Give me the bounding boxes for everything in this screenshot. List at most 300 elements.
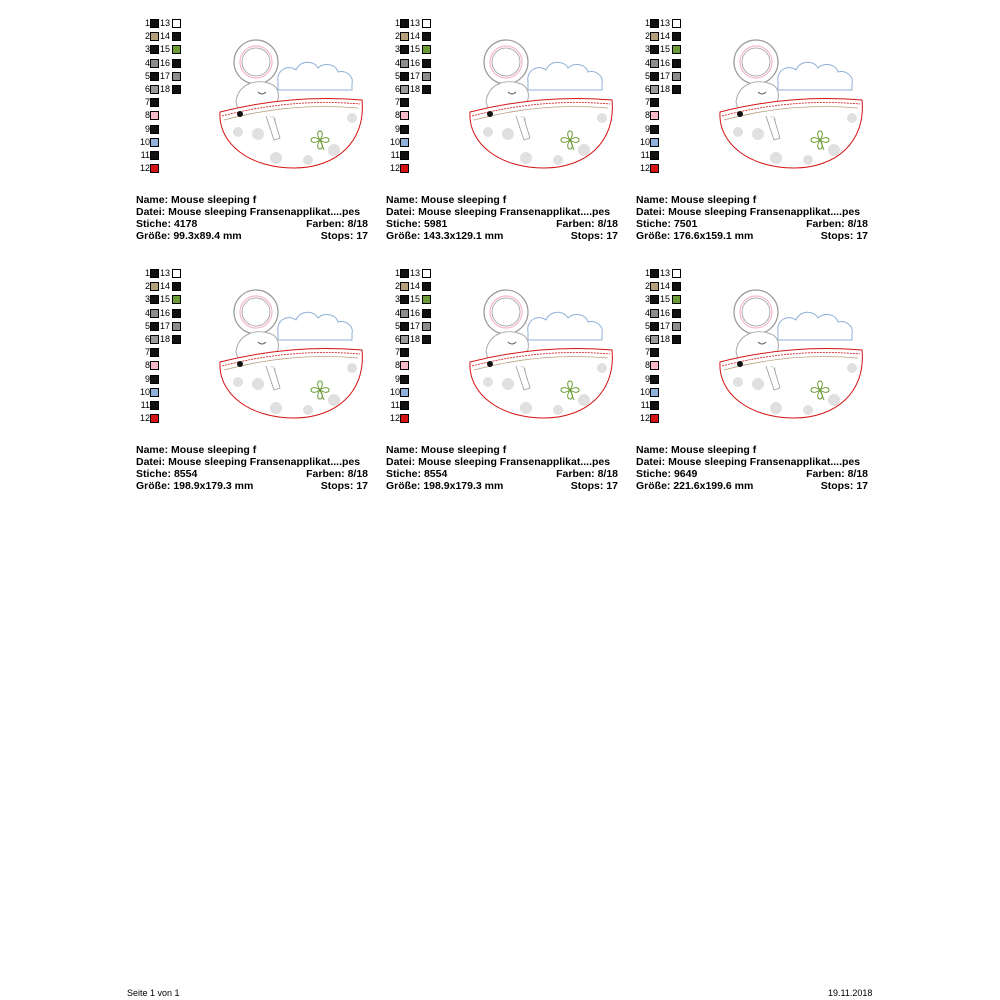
design-info xyxy=(636,444,868,492)
palette-row xyxy=(136,84,181,95)
palette-row xyxy=(136,347,159,358)
basket-dot xyxy=(578,144,590,156)
color-number: 18 xyxy=(410,334,421,344)
design-size: 143.3x129.1 mm xyxy=(423,230,504,242)
design-size: 198.9x179.3 mm xyxy=(423,480,504,492)
basket-dot xyxy=(770,152,782,164)
size-line xyxy=(386,230,618,242)
colors-label: Farben: xyxy=(306,218,345,230)
color-number: 2 xyxy=(644,281,650,292)
color-number: 15 xyxy=(410,294,421,305)
palette-row xyxy=(136,124,159,135)
basket-dot xyxy=(847,113,857,123)
color-number: 12 xyxy=(389,163,400,174)
color-number: 1 xyxy=(144,18,150,28)
color-swatch xyxy=(422,335,431,344)
size-label: Größe: xyxy=(636,480,671,492)
name-label: Name: xyxy=(386,194,419,206)
palette-row xyxy=(136,137,159,148)
color-swatch xyxy=(150,32,159,41)
color-swatch xyxy=(650,19,659,28)
color-number: 10 xyxy=(389,386,400,397)
color-swatch xyxy=(400,85,409,94)
file-line xyxy=(136,206,368,218)
color-swatch xyxy=(672,269,681,278)
file-label: Datei: xyxy=(136,456,166,468)
design-info xyxy=(136,194,368,242)
palette-row xyxy=(636,347,659,358)
color-number: 3 xyxy=(144,44,150,55)
color-number: 15 xyxy=(410,44,421,55)
color-swatch xyxy=(172,282,181,291)
design-size: 198.9x179.3 mm xyxy=(173,480,254,492)
basket-dot xyxy=(847,363,857,373)
palette-row xyxy=(636,150,659,161)
palette-row xyxy=(636,110,659,121)
color-number: 12 xyxy=(139,163,150,174)
mouse-sleeping-thumbnail xyxy=(216,282,366,422)
palette-row xyxy=(636,137,659,148)
cloud-shape xyxy=(528,312,603,340)
palette-row xyxy=(136,334,181,345)
color-swatch xyxy=(400,295,409,304)
color-number: 15 xyxy=(660,44,671,55)
basket-dot xyxy=(270,402,282,414)
basket-dot xyxy=(752,128,764,140)
color-number: 3 xyxy=(644,294,650,305)
palette-row xyxy=(386,71,431,82)
design-name: Mouse sleeping f xyxy=(171,194,257,206)
cloud-shape xyxy=(278,62,353,90)
color-number: 18 xyxy=(160,334,171,344)
color-swatch xyxy=(400,19,409,28)
basket-dot xyxy=(328,394,340,406)
color-swatch xyxy=(400,111,409,120)
color-swatch xyxy=(650,269,659,278)
color-count: 8/18 xyxy=(347,218,368,230)
color-number: 5 xyxy=(144,70,150,81)
color-swatch xyxy=(422,322,431,331)
palette-row xyxy=(386,374,409,385)
nose xyxy=(237,111,243,117)
color-swatch xyxy=(400,282,409,291)
file-line xyxy=(636,456,868,468)
color-count: 8/18 xyxy=(847,468,868,480)
ear-inner xyxy=(490,296,522,328)
color-swatch xyxy=(422,59,431,68)
palette-row xyxy=(136,374,159,385)
color-swatch xyxy=(672,335,681,344)
stitches-line xyxy=(386,468,618,480)
color-number: 6 xyxy=(394,334,400,344)
file-label: Datei: xyxy=(136,206,166,218)
color-swatch xyxy=(650,32,659,41)
basket-dot xyxy=(252,128,264,140)
color-swatch xyxy=(650,45,659,54)
palette-row xyxy=(136,31,181,42)
color-number: 14 xyxy=(410,31,421,42)
palette-row xyxy=(136,360,159,371)
design-file: Mouse sleeping Fransenapplikat....pes xyxy=(168,206,361,218)
stops-label: Stops: xyxy=(570,230,604,242)
color-swatch xyxy=(400,59,409,68)
stops-label: Stops: xyxy=(320,480,354,492)
stitches-line xyxy=(386,218,618,230)
color-number: 8 xyxy=(644,360,650,371)
color-swatch xyxy=(172,85,181,94)
stitches-line xyxy=(136,218,368,230)
color-number: 12 xyxy=(139,413,150,424)
stop-count: 17 xyxy=(356,480,368,492)
colors-label: Farben: xyxy=(556,218,595,230)
file-line xyxy=(386,456,618,468)
color-swatch xyxy=(150,98,159,107)
color-number: 6 xyxy=(644,334,650,344)
color-number: 12 xyxy=(389,413,400,424)
color-swatch xyxy=(400,414,409,423)
basket-dot xyxy=(520,152,532,164)
color-number: 10 xyxy=(639,386,650,397)
color-number: 6 xyxy=(144,334,150,344)
color-number: 8 xyxy=(144,110,150,121)
ear-inner xyxy=(740,46,772,78)
size-line xyxy=(386,480,618,492)
color-swatch xyxy=(672,295,681,304)
color-swatch xyxy=(672,19,681,28)
palette-row xyxy=(386,281,431,292)
color-swatch xyxy=(150,111,159,120)
stops-label: Stops: xyxy=(820,480,854,492)
color-number: 3 xyxy=(394,294,400,305)
stitch-count: 9649 xyxy=(673,468,698,480)
color-swatch xyxy=(172,309,181,318)
palette-row xyxy=(386,18,431,29)
color-number: 17 xyxy=(660,320,671,331)
stitches-label: Stiche: xyxy=(636,468,672,480)
design-card xyxy=(136,18,376,258)
palette-row xyxy=(636,374,659,385)
design-file: Mouse sleeping Fransenapplikat....pes xyxy=(418,206,611,218)
color-swatch xyxy=(400,125,409,134)
color-swatch xyxy=(150,335,159,344)
color-swatch xyxy=(650,309,659,318)
stitches-line xyxy=(136,468,368,480)
color-swatch xyxy=(172,269,181,278)
palette-row xyxy=(386,334,431,345)
color-number: 9 xyxy=(144,123,150,134)
palette-row xyxy=(636,44,681,55)
print-date: 19.11.2018 xyxy=(828,988,873,998)
color-number: 1 xyxy=(394,268,400,278)
page-number: Seite 1 von 1 xyxy=(127,988,180,998)
color-number: 10 xyxy=(139,386,150,397)
color-number: 2 xyxy=(644,31,650,42)
color-swatch xyxy=(650,111,659,120)
design-file: Mouse sleeping Fransenapplikat....pes xyxy=(168,456,361,468)
color-number: 9 xyxy=(644,373,650,384)
stitch-count: 5981 xyxy=(423,218,448,230)
color-number: 2 xyxy=(144,31,150,42)
palette-row xyxy=(386,150,409,161)
basket-dot xyxy=(733,127,743,137)
color-number: 7 xyxy=(644,347,650,358)
palette-row xyxy=(136,413,159,424)
color-number: 13 xyxy=(160,18,171,28)
palette-row xyxy=(636,308,681,319)
palette-row xyxy=(136,71,181,82)
color-swatch xyxy=(650,98,659,107)
color-count: 8/18 xyxy=(597,468,618,480)
stops-label: Stops: xyxy=(570,480,604,492)
palette-row xyxy=(386,163,409,174)
color-swatch xyxy=(672,59,681,68)
color-swatch xyxy=(150,282,159,291)
design-name: Mouse sleeping f xyxy=(171,444,257,456)
palette-row xyxy=(636,97,659,108)
color-swatch xyxy=(422,45,431,54)
basket-dot xyxy=(553,405,563,415)
size-label: Größe: xyxy=(386,230,421,242)
color-swatch xyxy=(672,45,681,54)
palette-row xyxy=(636,84,681,95)
basket-dot xyxy=(733,377,743,387)
color-number: 12 xyxy=(639,413,650,424)
color-swatch xyxy=(172,19,181,28)
file-line xyxy=(386,206,618,218)
color-number: 2 xyxy=(394,31,400,42)
color-number: 11 xyxy=(140,400,150,410)
color-number: 13 xyxy=(410,268,421,278)
color-number: 15 xyxy=(160,294,171,305)
design-card xyxy=(136,268,376,508)
color-number: 7 xyxy=(144,97,150,108)
basket-dot xyxy=(347,363,357,373)
color-count: 8/18 xyxy=(597,218,618,230)
color-swatch xyxy=(400,335,409,344)
basket-dot xyxy=(578,394,590,406)
palette-row xyxy=(386,268,431,279)
design-size: 221.6x199.6 mm xyxy=(673,480,754,492)
size-line xyxy=(636,480,868,492)
color-swatch xyxy=(150,45,159,54)
palette-row xyxy=(136,44,181,55)
palette-row xyxy=(636,294,681,305)
name-line xyxy=(636,444,868,456)
design-name: Mouse sleeping f xyxy=(421,444,507,456)
color-swatch xyxy=(650,138,659,147)
color-number: 5 xyxy=(644,70,650,81)
color-swatch xyxy=(650,348,659,357)
palette-row xyxy=(136,400,159,411)
basket-dot xyxy=(347,113,357,123)
color-count: 8/18 xyxy=(347,468,368,480)
color-number: 17 xyxy=(410,70,421,81)
color-number: 7 xyxy=(144,347,150,358)
color-number: 11 xyxy=(640,150,650,160)
color-swatch xyxy=(150,295,159,304)
palette-row xyxy=(386,360,409,371)
palette-row xyxy=(636,268,681,279)
color-number: 11 xyxy=(640,400,650,410)
color-number: 5 xyxy=(144,320,150,331)
cloud-shape xyxy=(278,312,353,340)
palette-row xyxy=(636,58,681,69)
stitch-count: 8554 xyxy=(423,468,448,480)
palette-row xyxy=(136,268,181,279)
palette-row xyxy=(386,294,431,305)
palette-row xyxy=(386,347,409,358)
palette-row xyxy=(136,321,181,332)
stitch-count: 4178 xyxy=(173,218,198,230)
palette-row xyxy=(136,97,159,108)
basket-dot xyxy=(752,378,764,390)
color-number: 11 xyxy=(390,400,400,410)
color-number: 8 xyxy=(144,360,150,371)
mouse-sleeping-thumbnail xyxy=(466,32,616,172)
palette-row xyxy=(136,163,159,174)
color-swatch xyxy=(150,164,159,173)
color-swatch xyxy=(400,361,409,370)
name-label: Name: xyxy=(136,194,169,206)
palette-row xyxy=(386,31,431,42)
design-info xyxy=(386,444,618,492)
color-swatch xyxy=(650,401,659,410)
color-number: 16 xyxy=(660,57,671,68)
color-swatch xyxy=(672,72,681,81)
size-line xyxy=(136,230,368,242)
palette-row xyxy=(636,124,659,135)
color-swatch xyxy=(150,85,159,94)
design-name: Mouse sleeping f xyxy=(671,194,757,206)
name-label: Name: xyxy=(636,444,669,456)
color-swatch xyxy=(150,348,159,357)
color-number: 18 xyxy=(160,84,171,94)
palette-row xyxy=(386,58,431,69)
color-swatch xyxy=(400,309,409,318)
stop-count: 17 xyxy=(606,230,618,242)
color-number: 12 xyxy=(639,163,650,174)
color-number: 14 xyxy=(660,281,671,292)
color-number: 3 xyxy=(394,44,400,55)
color-number: 1 xyxy=(644,18,650,28)
stop-count: 17 xyxy=(856,480,868,492)
color-swatch xyxy=(650,125,659,134)
nose xyxy=(487,361,493,367)
color-number: 8 xyxy=(394,360,400,371)
ear-inner xyxy=(240,296,272,328)
design-info xyxy=(636,194,868,242)
color-number: 7 xyxy=(644,97,650,108)
design-name: Mouse sleeping f xyxy=(671,444,757,456)
palette-row xyxy=(636,18,681,29)
name-line xyxy=(636,194,868,206)
color-swatch xyxy=(650,151,659,160)
color-number: 11 xyxy=(140,150,150,160)
stitches-label: Stiche: xyxy=(136,218,172,230)
nose xyxy=(487,111,493,117)
color-number: 6 xyxy=(644,84,650,94)
color-swatch xyxy=(150,414,159,423)
palette-row xyxy=(636,413,659,424)
color-swatch xyxy=(400,72,409,81)
basket-dot xyxy=(328,144,340,156)
color-number: 10 xyxy=(639,136,650,147)
basket-dot xyxy=(803,155,813,165)
color-swatch xyxy=(172,322,181,331)
color-number: 11 xyxy=(390,150,400,160)
basket-dot xyxy=(233,377,243,387)
color-swatch xyxy=(650,72,659,81)
color-swatch xyxy=(400,98,409,107)
color-number: 9 xyxy=(394,123,400,134)
color-swatch xyxy=(400,269,409,278)
color-number: 16 xyxy=(410,307,421,318)
color-number: 2 xyxy=(144,281,150,292)
basket-dot xyxy=(770,402,782,414)
palette-row xyxy=(136,308,181,319)
color-swatch xyxy=(172,32,181,41)
color-swatch xyxy=(172,72,181,81)
color-swatch xyxy=(172,45,181,54)
color-number: 5 xyxy=(394,70,400,81)
palette-row xyxy=(386,387,409,398)
color-number: 13 xyxy=(160,268,171,278)
palette-row xyxy=(136,18,181,29)
color-swatch xyxy=(672,309,681,318)
color-swatch xyxy=(650,361,659,370)
size-line xyxy=(136,480,368,492)
color-swatch xyxy=(150,401,159,410)
color-number: 9 xyxy=(144,373,150,384)
size-label: Größe: xyxy=(386,480,421,492)
color-swatch xyxy=(400,138,409,147)
palette-row xyxy=(386,321,431,332)
color-swatch xyxy=(650,59,659,68)
color-swatch xyxy=(150,59,159,68)
design-size: 176.6x159.1 mm xyxy=(673,230,754,242)
color-swatch xyxy=(650,375,659,384)
basket-dot xyxy=(828,394,840,406)
design-card xyxy=(636,268,876,508)
color-swatch xyxy=(650,322,659,331)
palette-row xyxy=(636,321,681,332)
color-swatch xyxy=(422,295,431,304)
basket-dot xyxy=(502,128,514,140)
design-size: 99.3x89.4 mm xyxy=(173,230,242,242)
color-number: 17 xyxy=(660,70,671,81)
basket-dot xyxy=(303,155,313,165)
color-swatch xyxy=(150,151,159,160)
colors-label: Farben: xyxy=(556,468,595,480)
stitches-label: Stiche: xyxy=(386,218,422,230)
color-swatch xyxy=(150,375,159,384)
palette-row xyxy=(136,281,181,292)
stop-count: 17 xyxy=(356,230,368,242)
basket-dot xyxy=(520,402,532,414)
nose xyxy=(737,111,743,117)
name-line xyxy=(386,194,618,206)
colors-label: Farben: xyxy=(806,218,845,230)
cloud-shape xyxy=(778,312,853,340)
color-number: 14 xyxy=(660,31,671,42)
color-number: 17 xyxy=(410,320,421,331)
palette-row xyxy=(386,44,431,55)
color-swatch xyxy=(400,164,409,173)
palette-row xyxy=(386,137,409,148)
color-swatch xyxy=(172,295,181,304)
color-number: 3 xyxy=(144,294,150,305)
basket-dot xyxy=(803,405,813,415)
